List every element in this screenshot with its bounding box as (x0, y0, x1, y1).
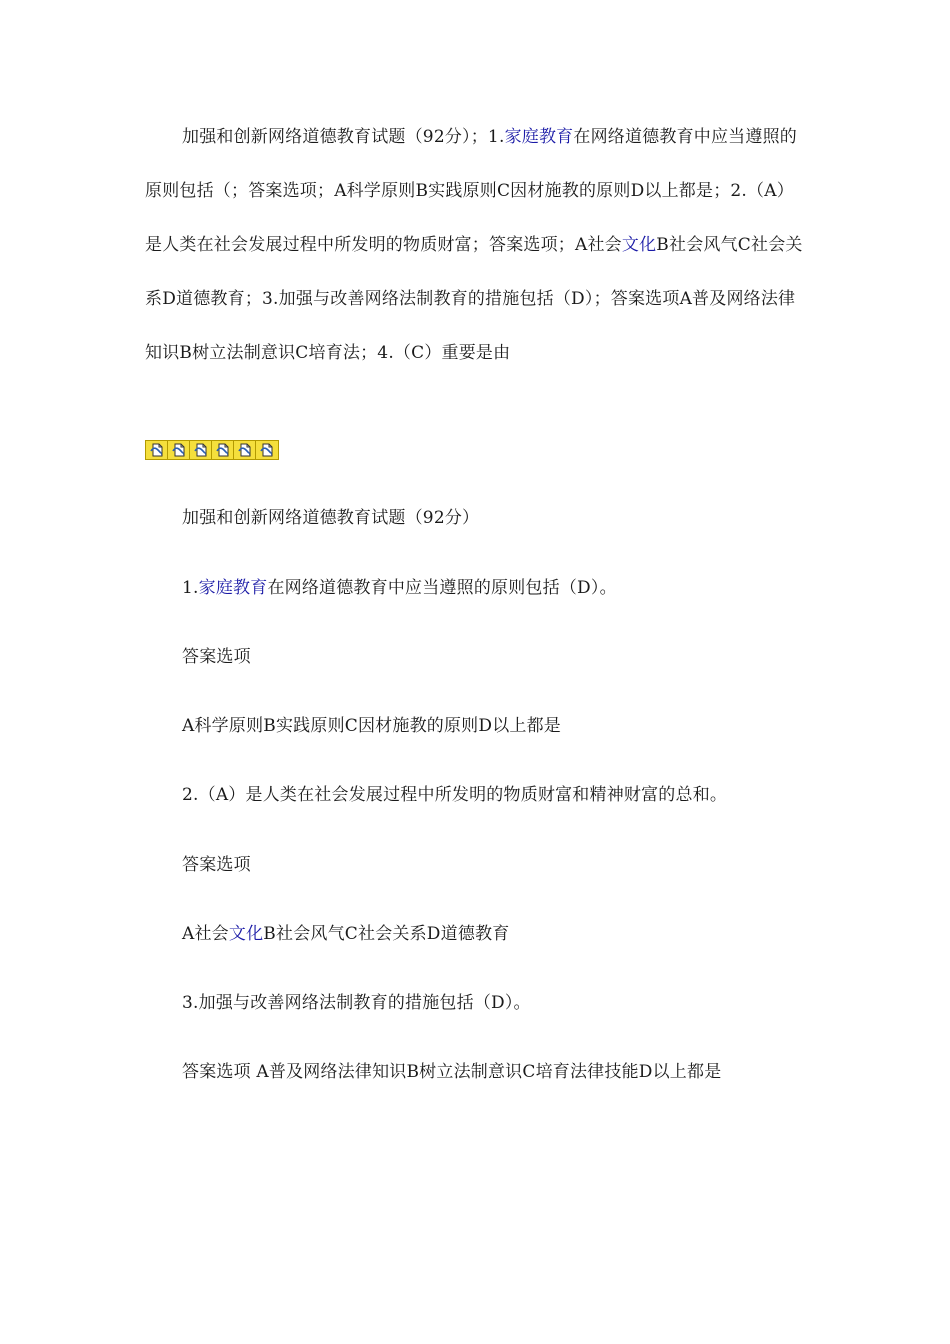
document-icon[interactable] (212, 441, 234, 459)
document-icon[interactable] (256, 441, 278, 459)
document-title: 加强和创新网络道德教育试题（92分） (182, 508, 480, 528)
document-icon[interactable] (168, 441, 190, 459)
abstract-text-2: 在网络道德教育中应当遵照的原则包括（；答案选项；A科学原则B实践原则C因材施教的原则D以上都是；2.（A）是人类在社会发展过程中所发明的物质财富；答案选项；A社会 (145, 127, 797, 255)
question-2: 2.（A）是人类在社会发展过程中所发明的物质财富和精神财富的总和。 (182, 785, 728, 805)
abstract-paragraph (145, 110, 810, 380)
answer-options-1: A科学原则B实践原则C因材施教的原则D以上都是 (182, 716, 562, 736)
document-icon[interactable] (234, 441, 256, 459)
answer-label-1: 答案选项 (182, 647, 251, 667)
keyword-link-culture[interactable]: 文化 (621, 235, 657, 255)
question-1-number: 1. (182, 578, 199, 598)
document-icon[interactable] (146, 441, 168, 459)
keyword-link-culture-2[interactable]: 文化 (228, 924, 264, 944)
answer-options-2 (182, 919, 509, 944)
answer-label-2: 答案选项 (182, 855, 251, 875)
abstract-text-3: B社会风气C社会关系D道德教育；3.加强与改善网络法制教育的措施包括（D）；答案选项A普及网络法律知识B树立法制意识C培育法；4.（C）重要是由 (145, 235, 803, 363)
icon-strip (145, 440, 279, 460)
question-1 (182, 573, 617, 598)
answer-options-3: 答案选项 A普及网络法律知识B树立法制意识C培育法律技能D以上都是 (182, 1062, 722, 1082)
question-3: 3.加强与改善网络法制教育的措施包括（D）。 (182, 993, 531, 1013)
document-icon[interactable] (190, 441, 212, 459)
keyword-link-family-education-2[interactable]: 家庭教育 (198, 578, 268, 598)
keyword-link-family-education[interactable]: 家庭教育 (504, 127, 574, 147)
abstract-text-1: 加强和创新网络道德教育试题（92分）；1. (182, 127, 505, 147)
answer-option-a-text: A社会 (182, 924, 229, 944)
answer-options-2-rest: B社会风气C社会关系D道德教育 (263, 924, 510, 944)
question-1-text: 在网络道德教育中应当遵照的原则包括（D）。 (267, 578, 617, 598)
